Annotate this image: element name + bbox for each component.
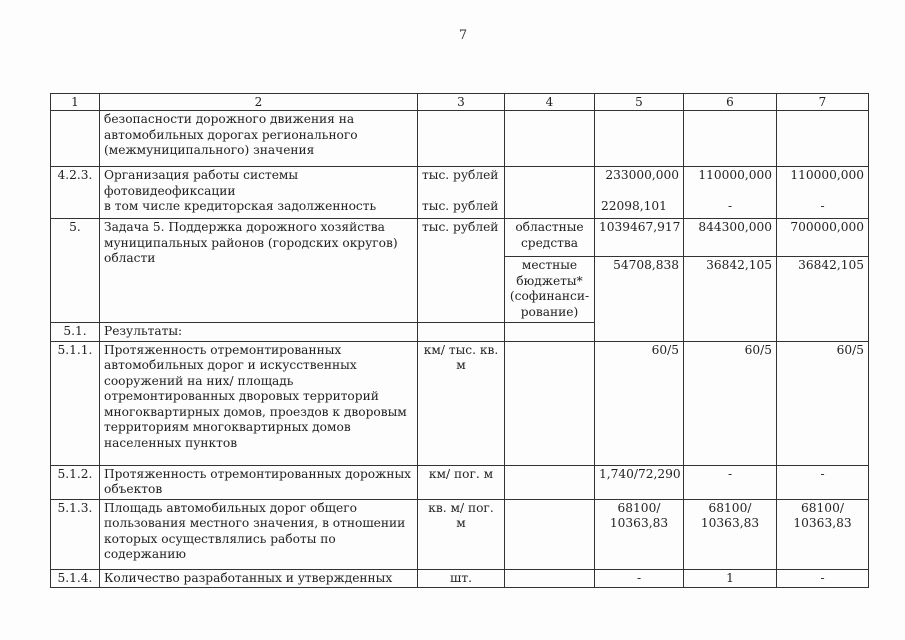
table-row — [51, 111, 869, 167]
row-subtext: в том числе кредиторская задолженность — [104, 199, 377, 213]
row-number: 5.1.1. — [51, 341, 100, 465]
row-text: Результаты: — [100, 323, 418, 342]
value-cell: 68100/ 10363,83 — [595, 499, 684, 569]
source-cell: областные средства — [505, 219, 595, 257]
table-row — [51, 341, 869, 465]
value-cell: - — [595, 569, 684, 588]
value-cell: 1 — [684, 569, 777, 588]
row-text: безопасности дорожного движения на автомобильных дорогах регионального (межмуниципального) значения — [100, 111, 418, 167]
value-cell: 233000,000 — [605, 168, 679, 182]
table-row — [51, 569, 869, 588]
value-cell: 54708,838 — [595, 257, 684, 323]
header-cell: 2 — [100, 94, 418, 111]
header-cell: 7 — [777, 94, 869, 111]
unit-cell: км/ пог. м — [418, 465, 505, 499]
row-number: 5.1. — [51, 323, 100, 342]
value-cell: 68100/ 10363,83 — [777, 499, 869, 569]
row-text: Протяженность отремонтированных автомобильных дорог и искусственных сооружений на них/ площадь отремонтированных дворовых территорий многоквартирных домов, проездов к дворовым территориям многоквартирных домов населенных пунктов — [100, 341, 418, 465]
header-cell: 1 — [51, 94, 100, 111]
program-table — [50, 93, 869, 588]
table-row — [51, 499, 869, 569]
value-cell: 36842,105 — [777, 257, 869, 323]
unit-cell: км/ тыс. кв. м — [418, 341, 505, 465]
unit-cell: тыс. рублей — [422, 198, 499, 213]
value-cell: 1039467,917 — [595, 219, 684, 257]
row-text: Площадь автомобильных дорог общего пользования местного значения, в отношении которых осуществлялись работы по содержанию — [100, 499, 418, 569]
table-row — [51, 465, 869, 499]
value-cell: 68100/ 10363,83 — [684, 499, 777, 569]
value-cell: 110000,000 — [698, 168, 772, 182]
unit-cell: тыс. рублей — [422, 168, 499, 182]
row-text: Количество разработанных и утвержденных — [100, 569, 418, 588]
table-row — [51, 167, 869, 219]
source-cell: местные бюджеты* (софинанси-рование) — [505, 257, 595, 323]
value-cell: - — [777, 569, 869, 588]
value-cell: 700000,000 — [777, 219, 869, 257]
table-row — [51, 219, 869, 257]
table-row — [51, 323, 869, 342]
row-text: Протяженность отремонтированных дорожных объектов — [100, 465, 418, 499]
value-cell: 36842,105 — [684, 257, 777, 323]
header-cell: 5 — [595, 94, 684, 111]
table-header-row — [51, 94, 869, 111]
row-number — [51, 111, 100, 167]
value-cell: - — [820, 198, 825, 213]
value-cell: 60/5 — [684, 341, 777, 465]
row-number: 5.1.2. — [51, 465, 100, 499]
value-cell: - — [684, 465, 777, 499]
row-text: Задача 5. Поддержка дорожного хозяйства муниципальных районов (городских округов) области — [100, 219, 418, 323]
value-cell: 60/5 — [595, 341, 684, 465]
unit-cell: шт. — [418, 569, 505, 588]
row-number: 4.2.3. — [51, 167, 100, 219]
header-cell: 6 — [684, 94, 777, 111]
row-number: 5.1.4. — [51, 569, 100, 588]
value-cell: 22098,101 — [601, 198, 667, 213]
unit-cell: тыс. рублей — [418, 219, 505, 323]
value-cell: 844300,000 — [684, 219, 777, 257]
header-cell: 3 — [418, 94, 505, 111]
value-cell: - — [727, 198, 733, 213]
value-cell: 1,740/72,290 — [595, 465, 684, 499]
row-number: 5.1.3. — [51, 499, 100, 569]
value-cell: - — [777, 465, 869, 499]
row-number: 5. — [51, 219, 100, 323]
header-cell: 4 — [505, 94, 595, 111]
unit-cell: кв. м/ пог. м — [418, 499, 505, 569]
value-cell: 110000,000 — [790, 168, 864, 182]
value-cell: 60/5 — [777, 341, 869, 465]
row-text: Организация работы системы фотовидеофиксации — [104, 168, 299, 198]
page-number: 7 — [458, 28, 468, 43]
